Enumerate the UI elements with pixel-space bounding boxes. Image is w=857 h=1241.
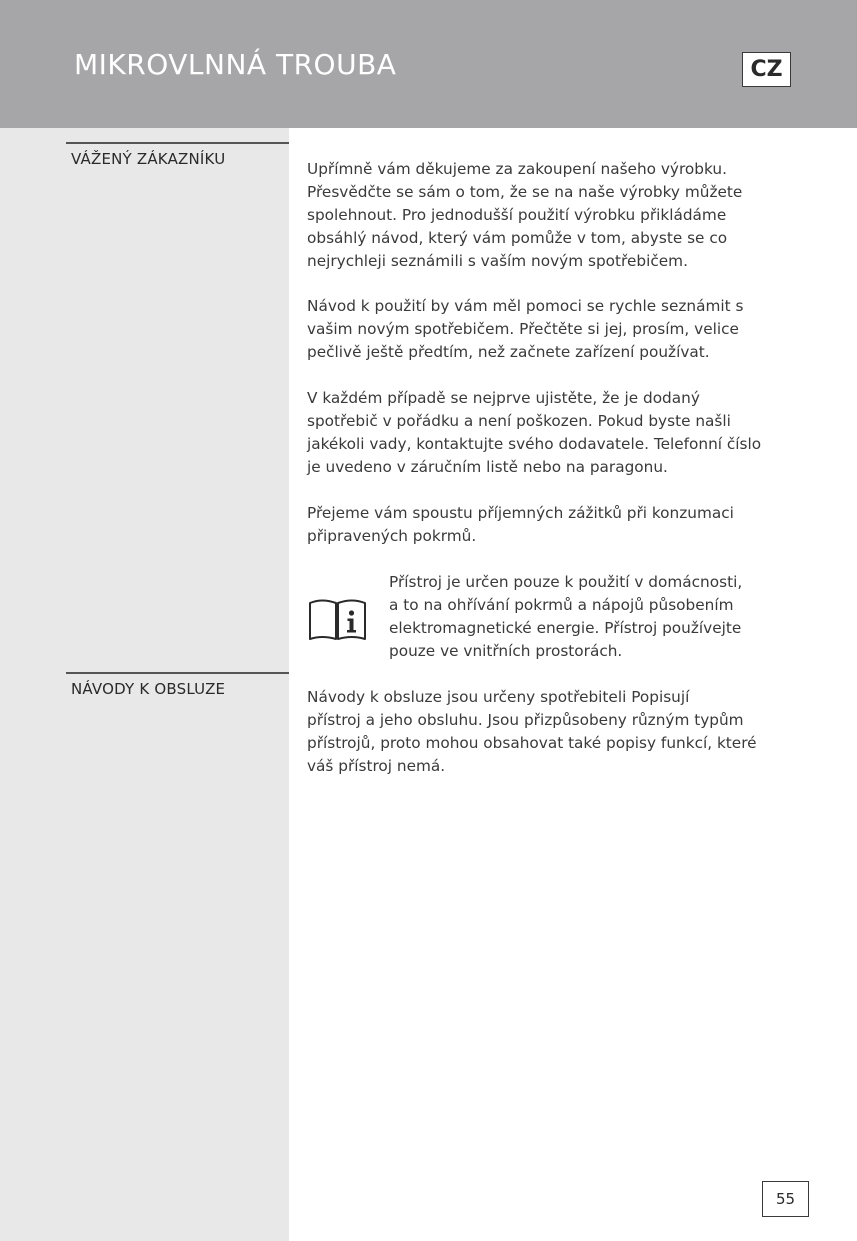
household-use-notice: Přístroj je určen pouze k použití v domácnosti, a to na ohřívání pokrmů a nápojů působením elektromagnetické energie. Přístroj používejte pouze ve vnitřních prostorách.: [389, 573, 743, 660]
inspection-paragraph: V každém případě se nejprve ujistěte, že je dodaný spotřebič v pořádku a není poškozen. Pokud byste našli jakékoli vady, kontaktujte svého dodavatele. Telefonní číslo je uvedeno v záručním listě nebo na paragonu.: [307, 389, 762, 476]
page-title: MIKROVLNNÁ TROUBA: [74, 48, 397, 81]
section-heading-dear-customer: VÁŽENÝ ZÁKAZNÍKU: [66, 142, 289, 168]
page-number: 55: [762, 1181, 809, 1217]
page-header: [0, 0, 857, 128]
closing-paragraph: Přejeme vám spoustu příjemných zážitků při konzumaci připravených pokrmů.: [307, 504, 734, 545]
language-badge: CZ: [742, 52, 791, 87]
manuals-paragraph: Návody k obsluze jsou určeny spotřebiteli Popisují přístroj a jeho obsluhu. Jsou přizpůsobeny různým typům přístrojů, proto mohou obsahovat také popisy funkcí, které váš přístroj nemá.: [307, 688, 757, 775]
intro-paragraph: Upřímně vám děkujeme za zakoupení našeho výrobku. Přesvědčte se sám o tom, že se na naše výrobky můžete spolehnout. Pro jednodušší použití výrobku přikládáme obsáhlý návod, který vám pomůže v tom, abyste se co nejrychleji seznámili s vaším novým spotřebičem.: [307, 160, 743, 270]
manual-info-icon: [307, 597, 368, 642]
instructions-paragraph: Návod k použití by vám měl pomoci se rychle seznámit s vašim novým spotřebičem. Přečtěte si jej, prosím, velice pečlivě ještě předtím, než začnete zařízení používat.: [307, 297, 744, 361]
section-heading-operating-manuals: NÁVODY K OBSLUZE: [66, 672, 289, 698]
